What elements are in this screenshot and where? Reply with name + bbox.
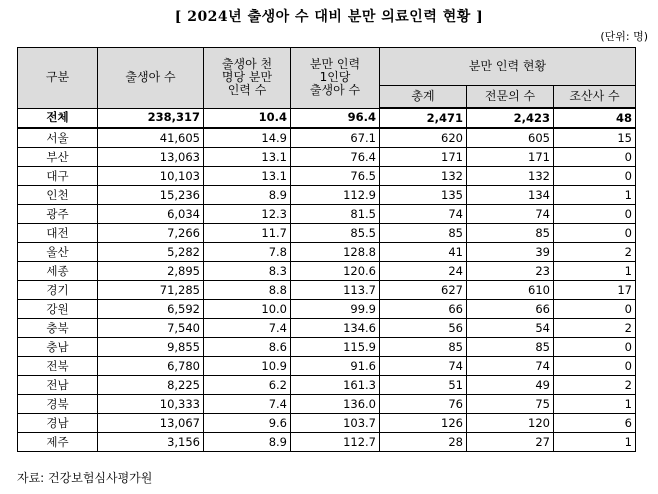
table-row xyxy=(18,128,636,148)
cell-specialist: 85 xyxy=(467,224,554,243)
cell-specialist: 132 xyxy=(467,167,554,186)
cell-specialist: 54 xyxy=(467,319,554,338)
table-row xyxy=(18,281,636,300)
staffing-table xyxy=(17,47,636,452)
cell-region: 부산 xyxy=(18,148,98,167)
cell-midwife: 2 xyxy=(554,319,636,338)
header-total: 총계 xyxy=(380,86,467,109)
cell-total: 135 xyxy=(380,186,467,205)
source-note: 자료: 건강보험심사평가원 xyxy=(17,471,153,485)
cell-births-per-staff: 103.7 xyxy=(291,414,380,433)
cell-total: 85 xyxy=(380,224,467,243)
cell-midwife: 2 xyxy=(554,376,636,395)
cell-total: 66 xyxy=(380,300,467,319)
table-row xyxy=(18,148,636,167)
table-row xyxy=(18,300,636,319)
cell-midwife: 0 xyxy=(554,357,636,376)
cell-births-per-staff: 91.6 xyxy=(291,357,380,376)
cell-region: 경북 xyxy=(18,395,98,414)
cell-births: 5,282 xyxy=(98,243,204,262)
cell-births: 7,540 xyxy=(98,319,204,338)
cell-births-per-staff: 81.5 xyxy=(291,205,380,224)
cell-total: 74 xyxy=(380,205,467,224)
cell-total: 28 xyxy=(380,433,467,452)
cell-specialist: 23 xyxy=(467,262,554,281)
table-row xyxy=(18,395,636,414)
cell-specialist: 85 xyxy=(467,338,554,357)
table-title: [ 2024년 출생아 수 대비 분만 의료인력 현황 ] xyxy=(174,9,484,25)
cell-births-per-staff: 96.4 xyxy=(291,108,380,128)
cell-region: 세종 xyxy=(18,262,98,281)
cell-per-thousand: 8.9 xyxy=(204,186,291,205)
cell-specialist: 134 xyxy=(467,186,554,205)
cell-births: 13,063 xyxy=(98,148,204,167)
cell-specialist: 610 xyxy=(467,281,554,300)
cell-per-thousand: 12.3 xyxy=(204,205,291,224)
cell-births: 41,605 xyxy=(98,128,204,148)
cell-per-thousand: 13.1 xyxy=(204,148,291,167)
cell-per-thousand: 14.9 xyxy=(204,128,291,148)
cell-region: 울산 xyxy=(18,243,98,262)
cell-total: 2,471 xyxy=(380,108,467,128)
cell-midwife: 1 xyxy=(554,395,636,414)
cell-specialist: 120 xyxy=(467,414,554,433)
cell-births: 15,236 xyxy=(98,186,204,205)
cell-births: 10,333 xyxy=(98,395,204,414)
cell-midwife: 0 xyxy=(554,300,636,319)
header-staff-group: 분만 인력 현황 xyxy=(380,48,636,86)
cell-births-per-staff: 115.9 xyxy=(291,338,380,357)
table-row-total xyxy=(18,108,636,128)
cell-births-per-staff: 128.8 xyxy=(291,243,380,262)
cell-total: 51 xyxy=(380,376,467,395)
header-births: 출생아 수 xyxy=(98,48,204,109)
cell-specialist: 605 xyxy=(467,128,554,148)
cell-births-per-staff: 113.7 xyxy=(291,281,380,300)
cell-births-per-staff: 76.5 xyxy=(291,167,380,186)
cell-births: 71,285 xyxy=(98,281,204,300)
cell-births-per-staff: 99.9 xyxy=(291,300,380,319)
table-body xyxy=(18,108,636,452)
cell-births: 6,034 xyxy=(98,205,204,224)
cell-births: 6,780 xyxy=(98,357,204,376)
cell-births-per-staff: 67.1 xyxy=(291,128,380,148)
cell-per-thousand: 8.9 xyxy=(204,433,291,452)
unit-label: (단위: 명) xyxy=(600,30,648,43)
cell-region: 전남 xyxy=(18,376,98,395)
cell-total: 41 xyxy=(380,243,467,262)
cell-midwife: 1 xyxy=(554,262,636,281)
cell-specialist: 2,423 xyxy=(467,108,554,128)
cell-per-thousand: 10.0 xyxy=(204,300,291,319)
cell-specialist: 49 xyxy=(467,376,554,395)
cell-specialist: 75 xyxy=(467,395,554,414)
cell-specialist: 27 xyxy=(467,433,554,452)
cell-births: 2,895 xyxy=(98,262,204,281)
cell-midwife: 0 xyxy=(554,205,636,224)
cell-region: 경남 xyxy=(18,414,98,433)
cell-total: 171 xyxy=(380,148,467,167)
cell-region: 제주 xyxy=(18,433,98,452)
cell-specialist: 74 xyxy=(467,357,554,376)
cell-midwife: 6 xyxy=(554,414,636,433)
cell-midwife: 2 xyxy=(554,243,636,262)
cell-region: 충북 xyxy=(18,319,98,338)
cell-total: 24 xyxy=(380,262,467,281)
cell-per-thousand: 10.4 xyxy=(204,108,291,128)
cell-total: 126 xyxy=(380,414,467,433)
header-region: 구분 xyxy=(18,48,98,109)
cell-midwife: 1 xyxy=(554,186,636,205)
cell-midwife: 0 xyxy=(554,338,636,357)
cell-per-thousand: 6.2 xyxy=(204,376,291,395)
cell-specialist: 74 xyxy=(467,205,554,224)
table-row xyxy=(18,224,636,243)
cell-midwife: 17 xyxy=(554,281,636,300)
cell-per-thousand: 7.4 xyxy=(204,395,291,414)
cell-region: 대전 xyxy=(18,224,98,243)
cell-total: 627 xyxy=(380,281,467,300)
cell-midwife: 0 xyxy=(554,148,636,167)
table-row xyxy=(18,319,636,338)
cell-region: 광주 xyxy=(18,205,98,224)
cell-births-per-staff: 112.7 xyxy=(291,433,380,452)
cell-midwife: 48 xyxy=(554,108,636,128)
cell-region: 대구 xyxy=(18,167,98,186)
cell-midwife: 1 xyxy=(554,433,636,452)
table-row xyxy=(18,205,636,224)
cell-region: 전북 xyxy=(18,357,98,376)
cell-total: 85 xyxy=(380,338,467,357)
cell-per-thousand: 9.6 xyxy=(204,414,291,433)
table-row xyxy=(18,262,636,281)
cell-births: 8,225 xyxy=(98,376,204,395)
cell-region: 서울 xyxy=(18,128,98,148)
cell-total: 74 xyxy=(380,357,467,376)
cell-specialist: 39 xyxy=(467,243,554,262)
cell-per-thousand: 8.8 xyxy=(204,281,291,300)
cell-per-thousand: 11.7 xyxy=(204,224,291,243)
table-row xyxy=(18,186,636,205)
cell-specialist: 66 xyxy=(467,300,554,319)
header-specialist: 전문의 수 xyxy=(467,86,554,109)
cell-region: 충남 xyxy=(18,338,98,357)
cell-births-per-staff: 161.3 xyxy=(291,376,380,395)
cell-midwife: 0 xyxy=(554,224,636,243)
table-row xyxy=(18,433,636,452)
cell-births-per-staff: 120.6 xyxy=(291,262,380,281)
cell-per-thousand: 7.8 xyxy=(204,243,291,262)
cell-specialist: 171 xyxy=(467,148,554,167)
table-row xyxy=(18,414,636,433)
table-row xyxy=(18,243,636,262)
table-row xyxy=(18,357,636,376)
cell-per-thousand: 8.6 xyxy=(204,338,291,357)
cell-per-thousand: 8.3 xyxy=(204,262,291,281)
cell-total: 620 xyxy=(380,128,467,148)
cell-total: 76 xyxy=(380,395,467,414)
table-row xyxy=(18,338,636,357)
cell-births: 9,855 xyxy=(98,338,204,357)
cell-per-thousand: 13.1 xyxy=(204,167,291,186)
cell-total: 56 xyxy=(380,319,467,338)
cell-births: 6,592 xyxy=(98,300,204,319)
cell-midwife: 0 xyxy=(554,167,636,186)
cell-region: 강원 xyxy=(18,300,98,319)
cell-per-thousand: 10.9 xyxy=(204,357,291,376)
cell-births-per-staff: 112.9 xyxy=(291,186,380,205)
cell-births-per-staff: 136.0 xyxy=(291,395,380,414)
cell-total: 132 xyxy=(380,167,467,186)
cell-births-per-staff: 134.6 xyxy=(291,319,380,338)
cell-births-per-staff: 76.4 xyxy=(291,148,380,167)
table-row xyxy=(18,167,636,186)
table-row xyxy=(18,376,636,395)
cell-region: 경기 xyxy=(18,281,98,300)
cell-region: 전체 xyxy=(18,108,98,128)
cell-births: 7,266 xyxy=(98,224,204,243)
header-per-thousand: 출생아 천 명당 분만 인력 수 xyxy=(204,48,291,109)
cell-births: 13,067 xyxy=(98,414,204,433)
cell-births-per-staff: 85.5 xyxy=(291,224,380,243)
header-births-per-staff: 분만 인력 1인당 출생아 수 xyxy=(291,48,380,109)
cell-region: 인천 xyxy=(18,186,98,205)
header-midwife: 조산사 수 xyxy=(554,86,636,109)
cell-births: 3,156 xyxy=(98,433,204,452)
cell-births: 10,103 xyxy=(98,167,204,186)
cell-midwife: 15 xyxy=(554,128,636,148)
cell-births: 238,317 xyxy=(98,108,204,128)
cell-per-thousand: 7.4 xyxy=(204,319,291,338)
